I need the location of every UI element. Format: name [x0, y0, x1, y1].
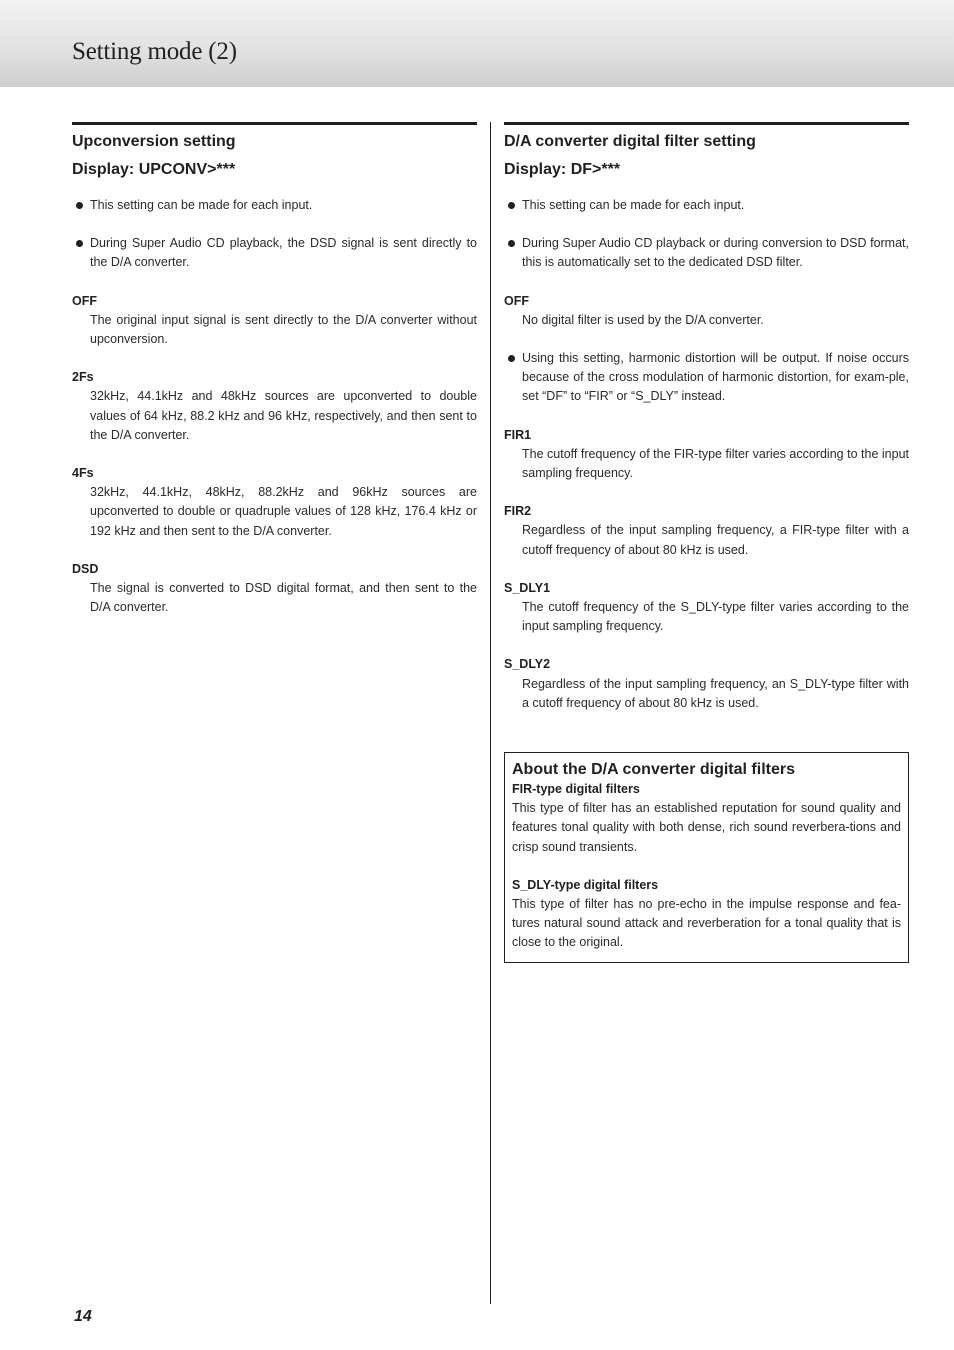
bullet-icon: [76, 240, 83, 247]
section-display-label: Display: DF>***: [504, 161, 621, 178]
bullet-text: This setting can be made for each input.: [90, 198, 313, 212]
option-name: OFF: [504, 293, 529, 308]
option-off: [72, 292, 477, 350]
option-name: 4Fs: [72, 466, 94, 481]
page-header: [0, 0, 954, 87]
option-name: DSD: [72, 561, 99, 576]
option-dsd: [72, 560, 477, 618]
bullet-text: Using this setting, harmonic distortion will be output. If noise occurs because of the cross modulation of harmonic distortion, for exam-ple, set “DF” to “FIR” or “S_DLY” instead.: [522, 351, 909, 404]
bullet-list: [72, 196, 477, 273]
option-description: Regardless of the input sampling frequency, a FIR-type filter with a cutoff frequency of about 80 kHz is used.: [522, 523, 909, 557]
section-title: D/A converter digital filter setting: [504, 133, 756, 150]
option-name: FIR1: [504, 427, 532, 442]
option-fir2: [504, 502, 909, 560]
option-description: 32kHz, 44.1kHz and 48kHz sources are upconverted to double values of 64 kHz, 88.2 kHz and 96 kHz, respectively, and then sent to the D/A converter.: [90, 389, 477, 442]
section-title: Upconversion setting: [72, 133, 236, 150]
bullet-item: [72, 196, 477, 215]
option-s-dly1: [504, 579, 909, 637]
section-rule: [504, 122, 909, 125]
s-dly-heading: S_DLY-type digital filters: [512, 877, 659, 892]
info-box-title: About the D/A converter digital filters: [512, 761, 795, 778]
column-divider: [490, 122, 491, 1304]
option-4fs: [72, 464, 477, 541]
fir-description: This type of filter has an established reputation for sound quality and features tonal quality with both dense, rich sound reverbera-tions and crisp sound transients.: [512, 801, 901, 854]
section-rule: [72, 122, 477, 125]
option-2fs: [72, 368, 477, 445]
s-dly-description: This type of filter has no pre-echo in the impulse response and fea-tures natural sound attack and reverberation for a tonal quality that is close to the original.: [512, 897, 901, 950]
option-name: S_DLY2: [504, 657, 551, 672]
bullet-icon: [508, 202, 515, 209]
option-description: 32kHz, 44.1kHz, 48kHz, 88.2kHz and 96kHz sources are upconverted to double or quadruple values of 128 kHz, 176.4 kHz or 192 kHz and then sent to the D/A converter.: [90, 485, 477, 538]
option-name: OFF: [72, 293, 97, 308]
fir-heading: FIR-type digital filters: [512, 782, 640, 796]
option-description: The original input signal is sent directly to the D/A converter without upconversion.: [90, 312, 477, 347]
bullet-item: [72, 234, 477, 272]
page-number: 14: [74, 1308, 92, 1325]
option-description: The cutoff frequency of the S_DLY-type filter varies according to the input sampling frequency.: [522, 600, 909, 634]
page-title: Setting mode (2): [72, 38, 237, 65]
bullet-text: During Super Audio CD playback, the DSD signal is sent directly to the D/A converter.: [90, 236, 477, 270]
option-description: No digital filter is used by the D/A converter.: [522, 312, 764, 327]
section-display-label: Display: UPCONV>***: [72, 161, 236, 178]
option-fir1: [504, 426, 909, 484]
filters-info-box: [504, 752, 909, 963]
option-description: Regardless of the input sampling frequency, an S_DLY-type filter with a cutoff frequency of about 80 kHz is used.: [522, 676, 909, 710]
option-description: The signal is converted to DSD digital format, and then sent to the D/A converter.: [90, 581, 477, 615]
option-off: [504, 292, 909, 330]
bullet-list: [504, 196, 909, 273]
bullet-item: [504, 234, 909, 272]
option-name: FIR2: [504, 504, 532, 519]
option-s-dly2: [504, 655, 909, 713]
upconversion-section: [72, 122, 477, 636]
bullet-icon: [76, 202, 83, 209]
option-name: S_DLY1: [504, 580, 551, 595]
option-name: 2Fs: [72, 370, 94, 385]
bullet-list: [504, 349, 909, 407]
bullet-text: This setting can be made for each input.: [522, 198, 745, 212]
option-description: The cutoff frequency of the FIR-type filter varies according to the input sampling frequency.: [522, 446, 909, 481]
bullet-text: During Super Audio CD playback or during conversion to DSD format, this is automatically set to the dedicated DSD filter.: [522, 236, 909, 270]
digital-filter-section: [504, 122, 909, 732]
bullet-item: [504, 349, 909, 407]
bullet-icon: [508, 240, 515, 247]
bullet-item: [504, 196, 909, 215]
bullet-icon: [508, 355, 515, 362]
